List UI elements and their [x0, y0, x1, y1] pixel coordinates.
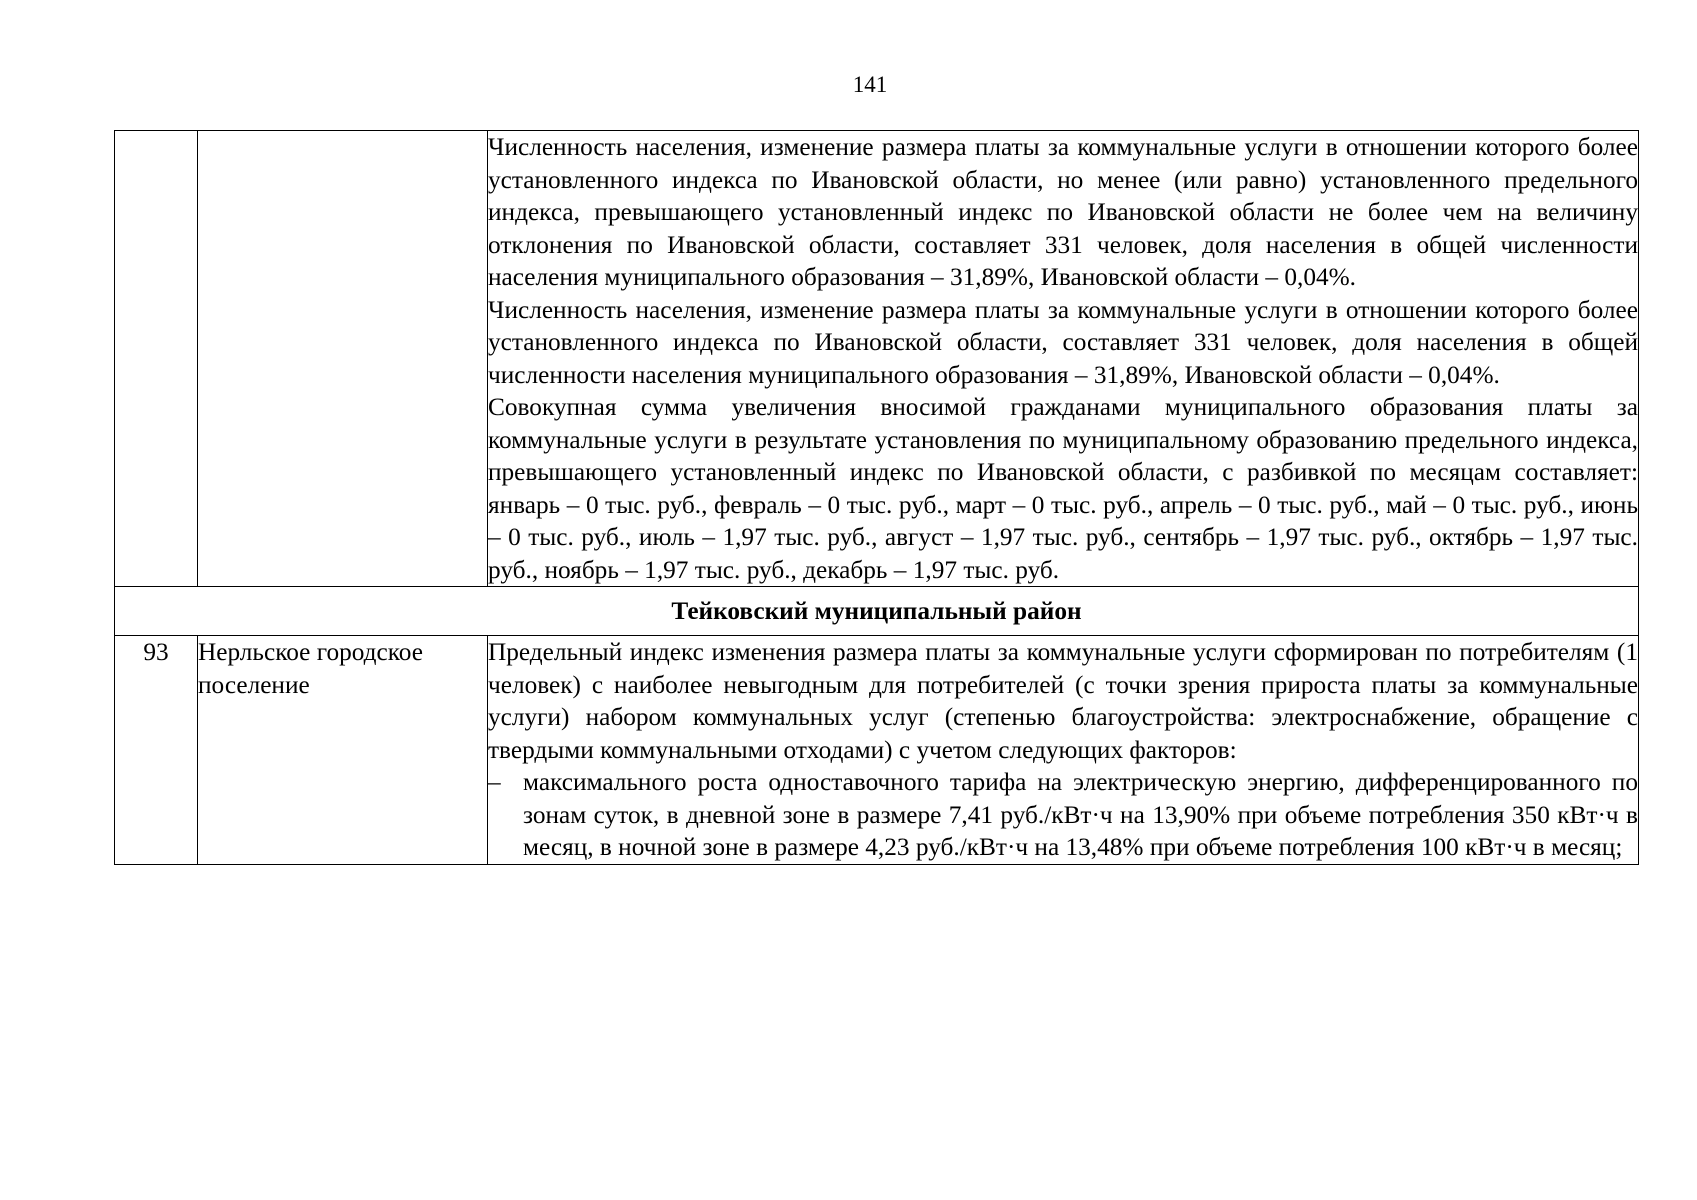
section-header: Тейковский муниципальный район	[115, 587, 1639, 636]
bullet-text: максимального роста одноставочного тарифа на электрическую энергию, дифференцированного по зонам суток, в дневной зоне в размере 7,41 руб./кВт·ч на 13,90% при объеме потребления 350 кВт·ч в месяц, в ночной зоне в размере 4,23 руб./кВт·ч на 13,48% при объеме потребления 100 кВт·ч в месяц;	[523, 768, 1638, 861]
bullet-dash: –	[488, 768, 501, 796]
bullet-item	[488, 766, 1638, 864]
description-intro: Предельный индекс изменения размера платы за коммунальные услуги сформирован по потребителям (1 человек) с наиболее невыгодным для потребителей (с точки зрения прироста платы за коммунальные услуги) набором коммунальных услуг (степенью благоустройства: электроснабжение, обращение с твердыми коммунальными отходами) с учетом следующих факторов:	[488, 638, 1638, 764]
data-table	[114, 130, 1639, 865]
municipality-name-cell	[198, 131, 488, 587]
table-row	[115, 636, 1639, 865]
description-paragraph: Численность населения, изменение размера платы за коммунальные услуги в отношении которого более установленного индекса по Ивановской области, но менее (или равно) установленного предельного индекса, превышающего установленный индекс по Ивановской области не более чем на величину отклонения по Ивановской области, составляет 331 человек, доля населения в общей численности населения муниципального образования – 31,89%, Ивановской области – 0,04%.	[488, 133, 1638, 291]
description-cell	[488, 131, 1639, 587]
row-number-cell: 93	[115, 636, 198, 865]
section-header-row	[115, 587, 1639, 636]
municipality-name-cell: Нерльское городское поселение	[198, 636, 488, 865]
description-paragraph: Совокупная сумма увеличения вносимой гражданами муниципального образования платы за коммунальные услуги в результате установления по муниципальному образованию предельного индекса, превышающего установленный индекс по Ивановской области, с разбивкой по месяцам составляет: январь – 0 тыс. руб., февраль – 0 тыс. руб., март – 0 тыс. руб., апрель – 0 тыс. руб., май – 0 тыс. руб., июнь – 0 тыс. руб., июль – 1,97 тыс. руб., август – 1,97 тыс. руб., сентябрь – 1,97 тыс. руб., октябрь – 1,97 тыс. руб., ноябрь – 1,97 тыс. руб., декабрь – 1,97 тыс. руб.	[488, 393, 1638, 584]
description-cell	[488, 636, 1639, 865]
row-number-cell	[115, 131, 198, 587]
table-row	[115, 131, 1639, 587]
page-number: 141	[852, 72, 888, 97]
description-paragraph: Численность населения, изменение размера платы за коммунальные услуги в отношении которого более установленного индекса по Ивановской области, составляет 331 человек, доля населения в общей численности населения муниципального образования – 31,89%, Ивановской области – 0,04%.	[488, 295, 1638, 389]
